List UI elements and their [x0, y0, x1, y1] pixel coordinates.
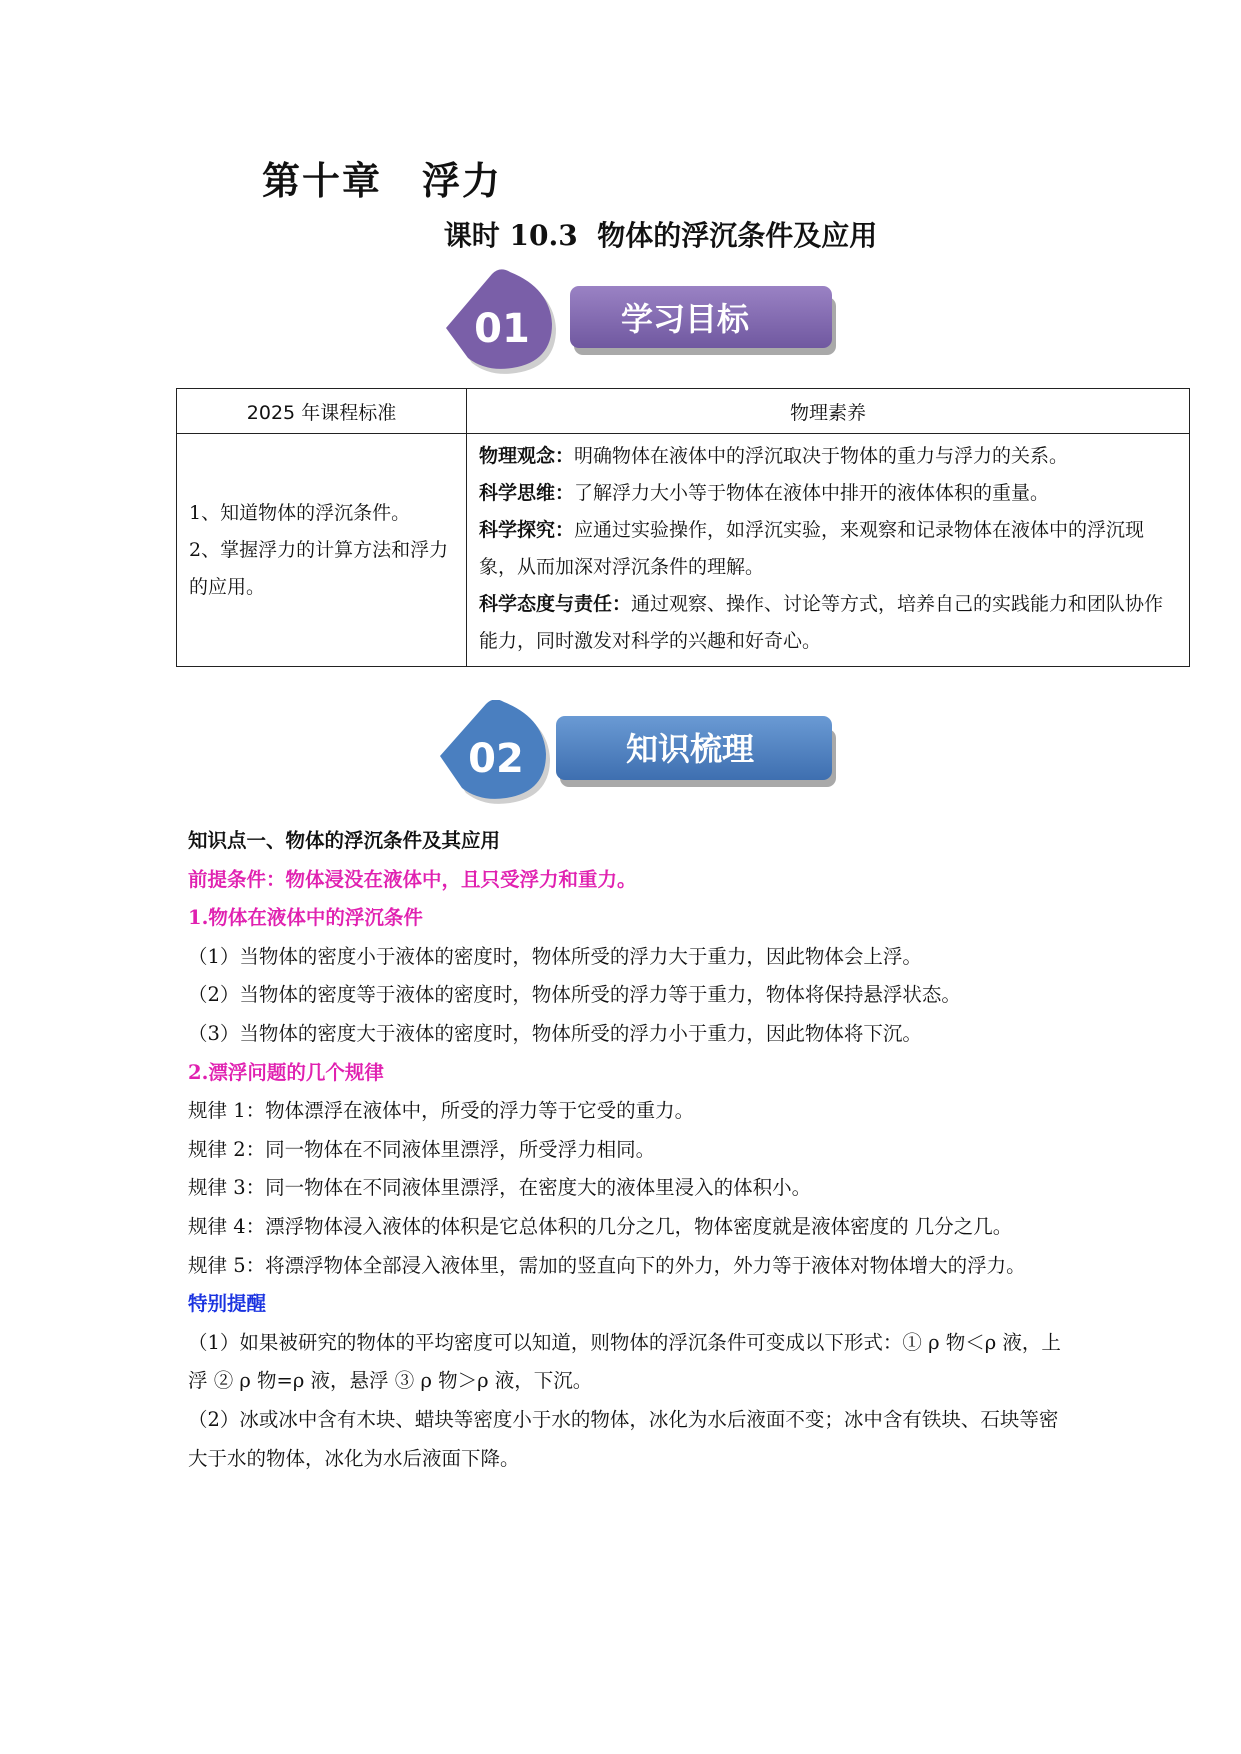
reminder-title: 特别提醒 — [188, 1292, 267, 1316]
condition-item: （2）当物体的密度等于液体的密度时，物体所受的浮力等于重力，物体将保持悬浮状态。 — [188, 983, 961, 1007]
literacy-text: 通过观察、操作、讨论等方式，培养自己的实践能力和团队协作能力，同时激发对科学的兴趣和好奇心。 — [479, 593, 1164, 652]
rule-item: 规律 3：同一物体在不同液体里漂浮，在密度大的液体里浸入的体积小。 — [188, 1176, 812, 1200]
literacy-item — [479, 438, 1177, 475]
learning-goals-table — [176, 388, 1190, 667]
rule-item: 规律 1：物体漂浮在液体中，所受的浮力等于它受的重力。 — [188, 1099, 695, 1123]
chapter-title: 第十章 浮力 — [262, 158, 503, 203]
banner-label: 知识梳理 — [625, 730, 755, 768]
literacy-text: 了解浮力大小等于物体在液体中排开的液体体积的重量。 — [574, 482, 1050, 504]
reminder-item: （1）如果被研究的物体的平均密度可以知道，则物体的浮沉条件可变成以下形式：① ρ 物＜ρ 液，上浮 ② ρ 物=ρ 液，悬浮 ③ ρ 物＞ρ 液，下沉。 — [188, 1330, 1061, 1393]
literacy-text: 明确物体在液体中的浮沉取决于物体的重力与浮力的关系。 — [574, 445, 1069, 467]
banner-number: 01 — [474, 306, 530, 352]
knowledge-heading: 知识点一、物体的浮沉条件及其应用 — [188, 829, 501, 852]
lesson-title: 课时 10.3 物体的浮沉条件及应用 — [443, 219, 878, 252]
literacy-cell — [467, 434, 1190, 667]
literacy-label: 物理观念： — [479, 445, 575, 467]
rule-item: 规律 4：漂浮物体浸入液体的体积是它总体积的几分之几，物体密度就是液体密度的 几分之几。 — [188, 1214, 1013, 1238]
rule-item: 规律 2：同一物体在不同液体里漂浮，所受浮力相同。 — [188, 1137, 656, 1161]
section-banner-knowledge — [440, 700, 840, 806]
banner-number: 02 — [468, 736, 524, 782]
standards-cell — [177, 434, 467, 667]
banner-label: 学习目标 — [620, 300, 750, 338]
standard-item: 2、掌握浮力的计算方法和浮力的应用。 — [189, 538, 449, 598]
section2-title: 2.漂浮问题的几个规律 — [188, 1060, 384, 1084]
section-banner-goals — [440, 268, 840, 374]
literacy-label: 科学态度与责任： — [479, 593, 632, 615]
condition-item: （1）当物体的密度小于液体的密度时，物体所受的浮力大于重力，因此物体会上浮。 — [188, 944, 922, 968]
literacy-text: 应通过实验操作，如浮沉实验，来观察和记录物体在液体中的浮沉现象，从而加深对浮沉条件的理解。 — [479, 519, 1145, 578]
section1-title: 1.物体在液体中的浮沉条件 — [188, 906, 423, 930]
reminder-item: （2）冰或冰中含有木块、蜡块等密度小于水的物体，冰化为水后液面不变；冰中含有铁块、石块等密大于水的物体，冰化为水后液面下降。 — [188, 1407, 1059, 1470]
literacy-item — [479, 512, 1177, 586]
literacy-item — [479, 475, 1177, 512]
condition-item: （3）当物体的密度大于液体的密度时，物体所受的浮力小于重力，因此物体将下沉。 — [188, 1021, 922, 1045]
literacy-label: 科学思维： — [479, 482, 575, 504]
literacy-label: 科学探究： — [479, 519, 575, 541]
literacy-item — [479, 586, 1177, 660]
premise-text: 前提条件：物体浸没在液体中，且只受浮力和重力。 — [188, 867, 637, 891]
rule-item: 规律 5：将漂浮物体全部浸入液体里，需加的竖直向下的外力，外力等于液体对物体增大的浮力。 — [188, 1253, 1026, 1277]
header-literacy: 物理素养 — [467, 389, 1190, 434]
knowledge-section — [188, 822, 1068, 1478]
header-standards: 2025 年课程标准 — [177, 389, 467, 434]
standard-item: 1、知道物体的浮沉条件。 — [189, 501, 411, 524]
